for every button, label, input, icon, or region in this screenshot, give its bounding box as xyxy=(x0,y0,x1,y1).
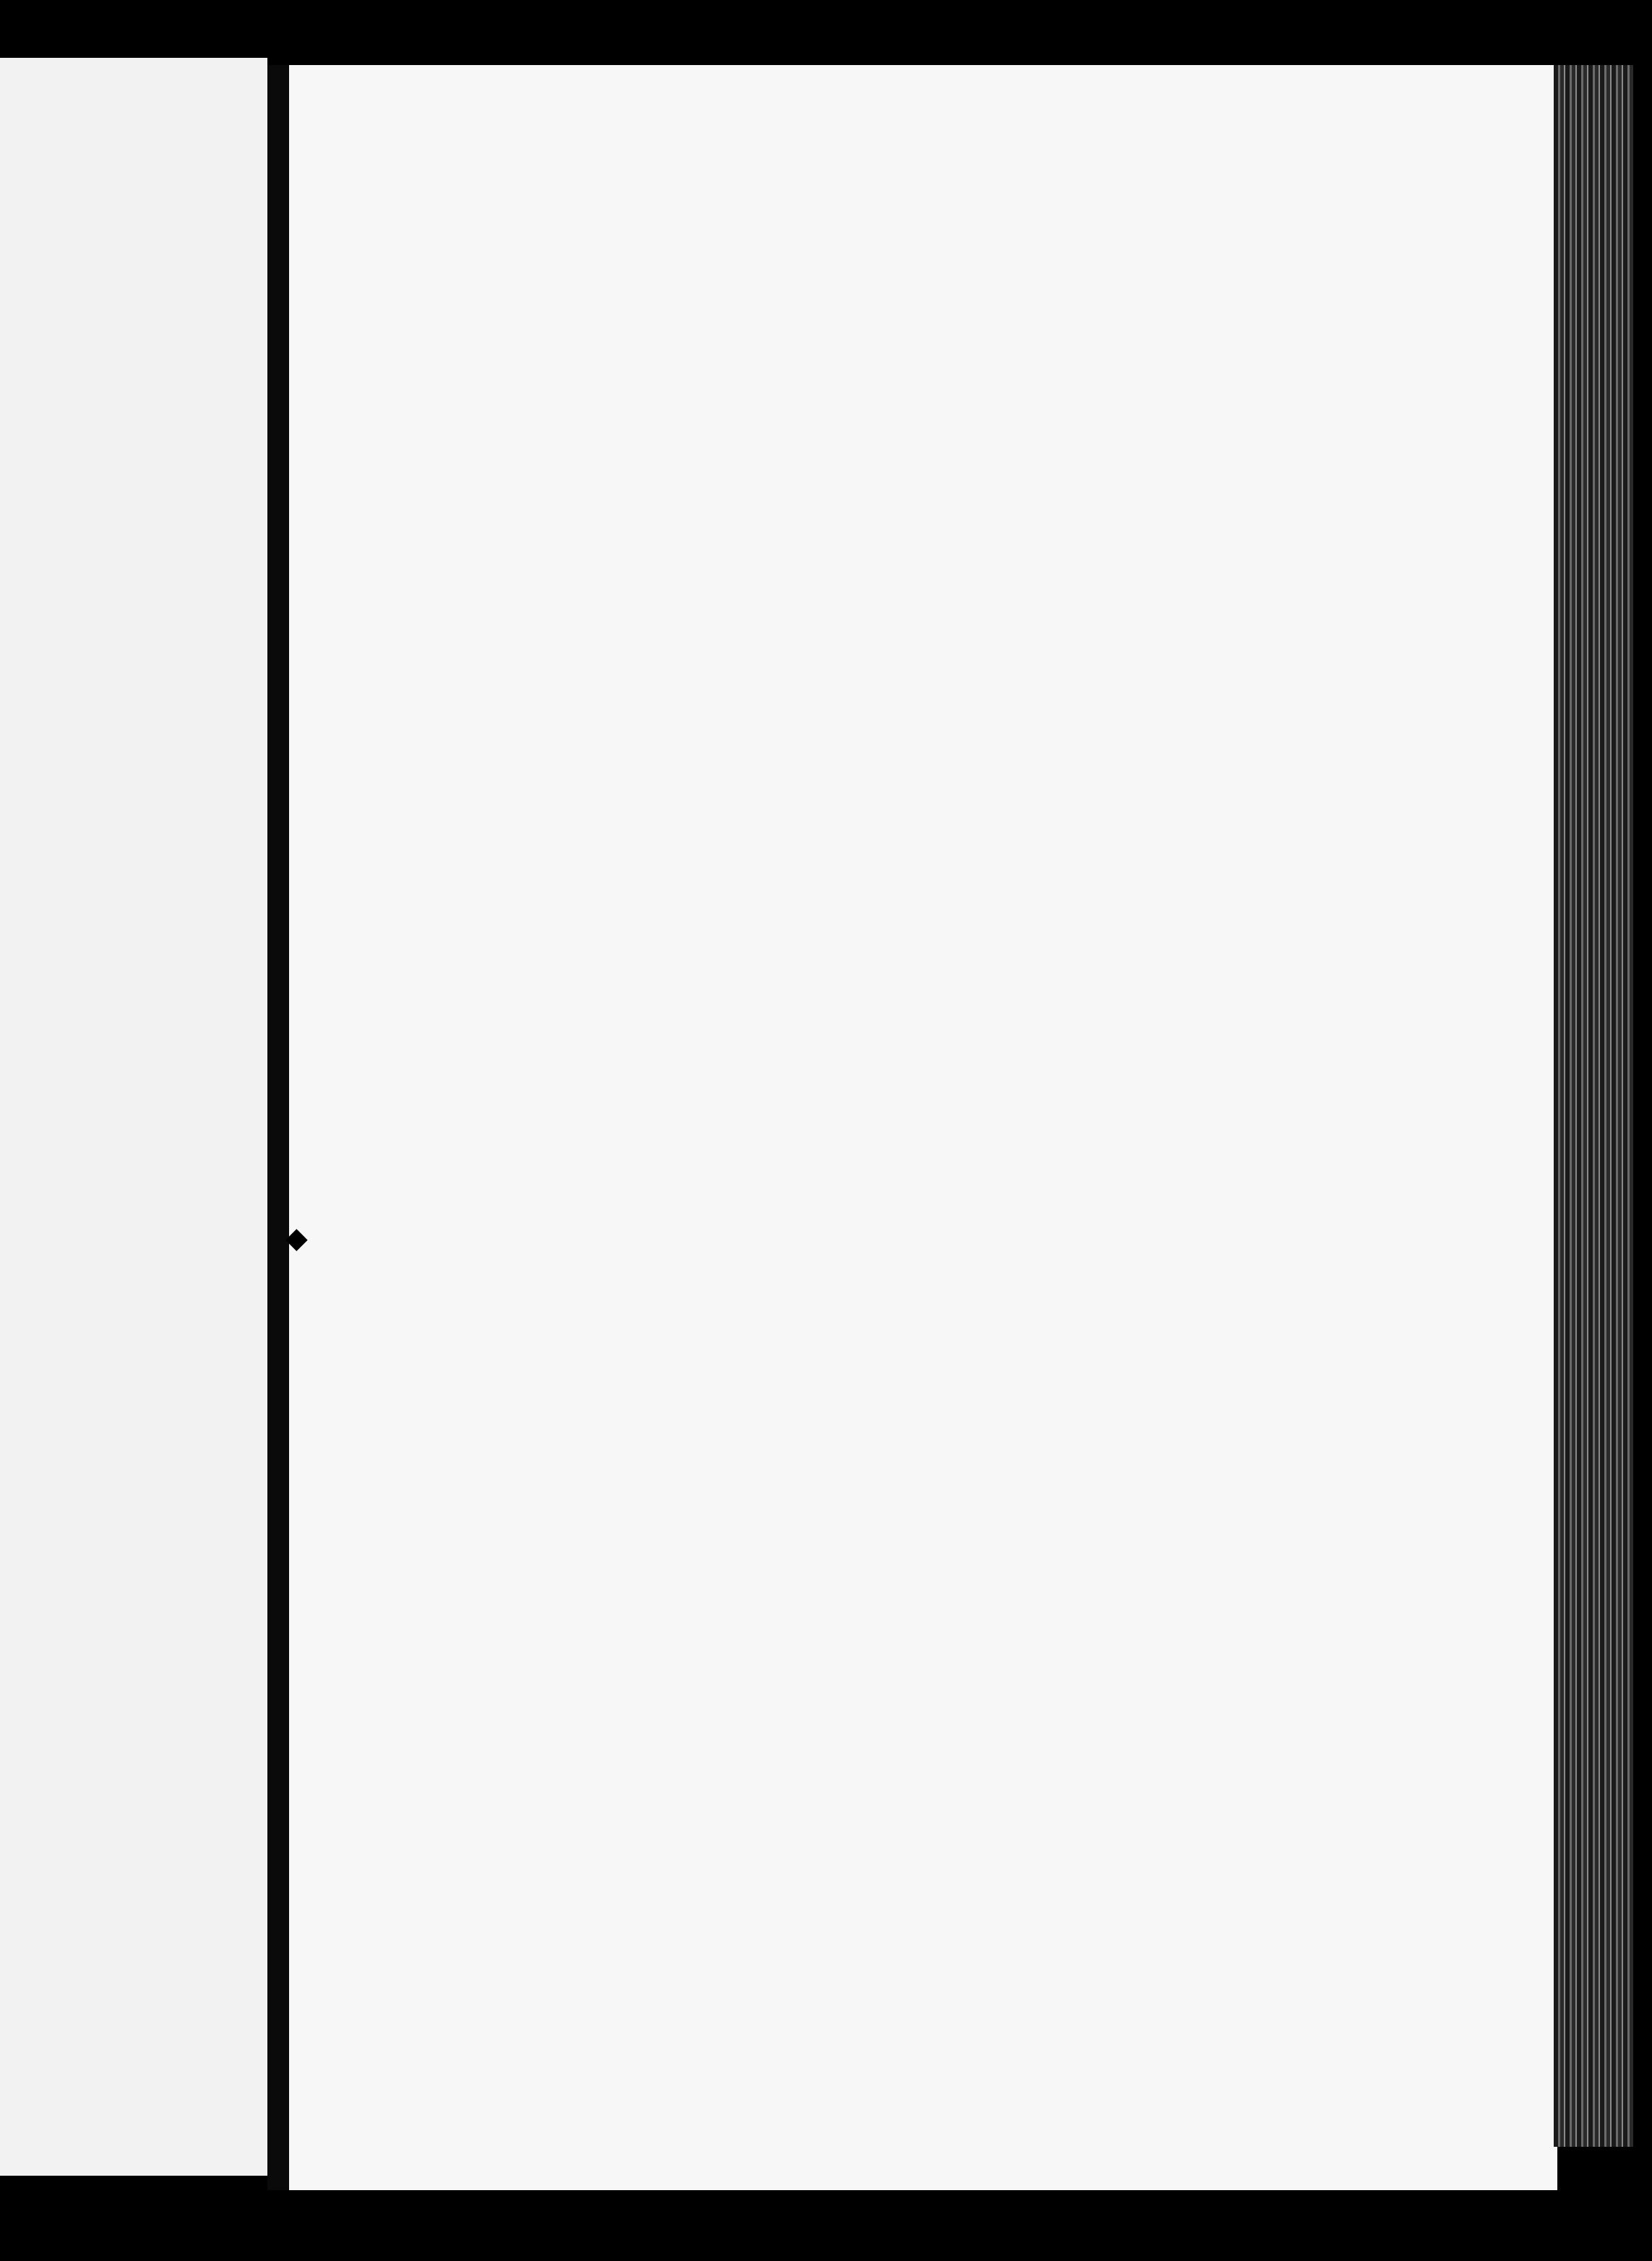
gutter-mark: ◆ xyxy=(285,1222,308,1255)
book-gutter xyxy=(267,65,289,2190)
left-page xyxy=(0,58,267,2176)
right-page xyxy=(285,65,1557,2190)
page-edges xyxy=(1554,65,1633,2147)
